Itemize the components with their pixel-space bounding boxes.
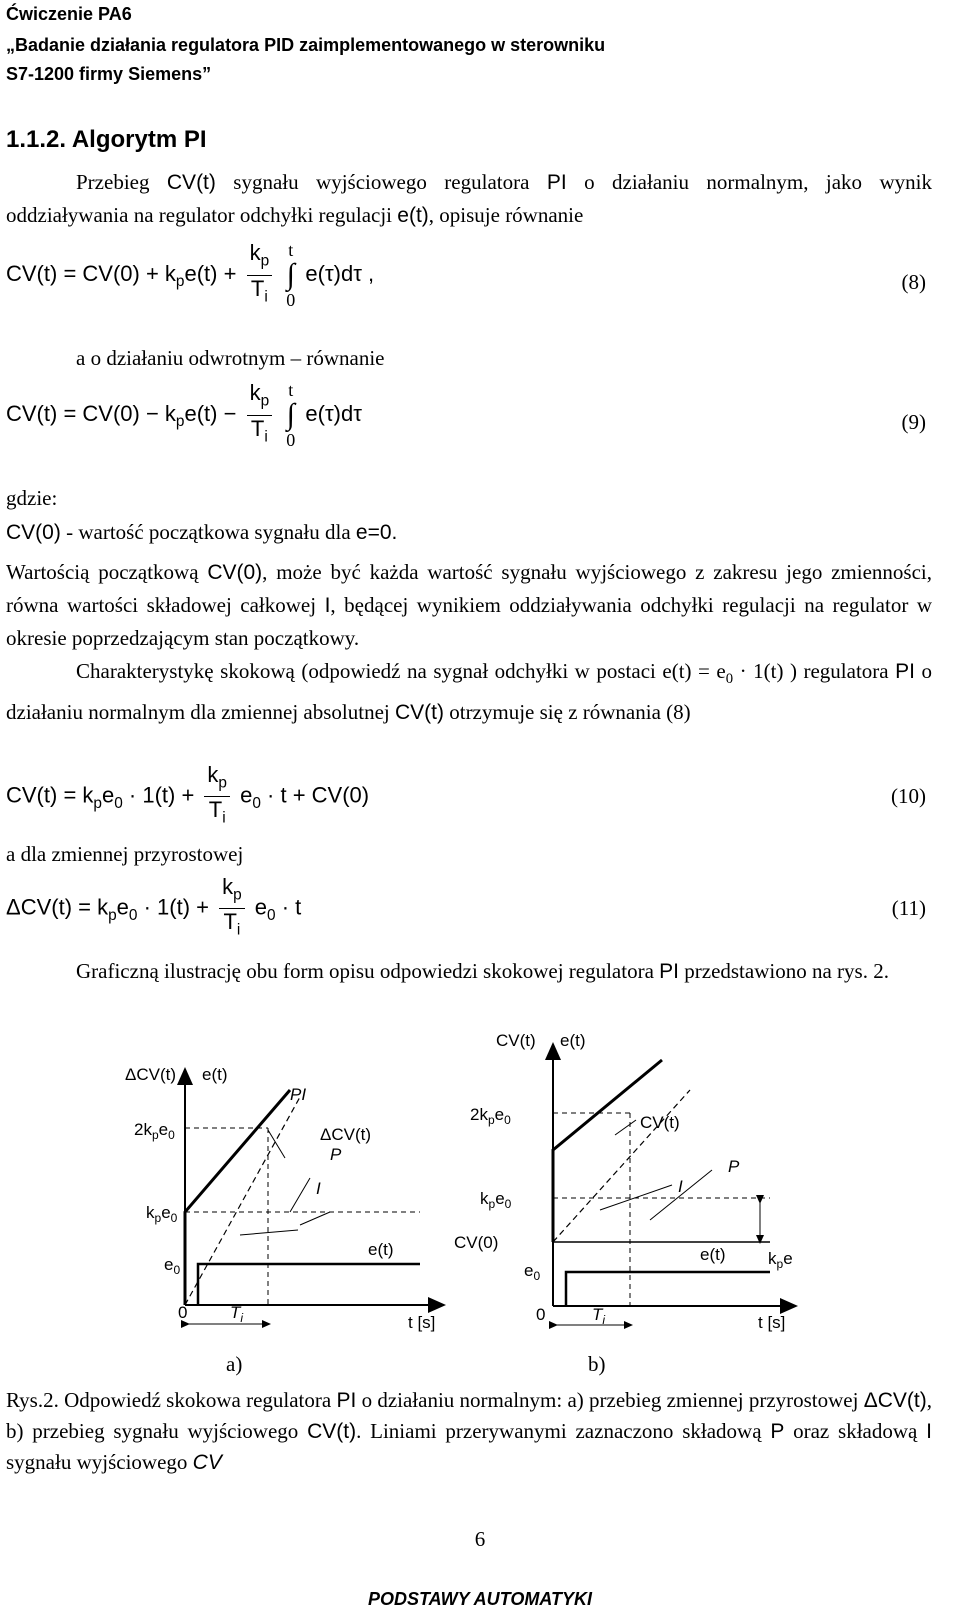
equation-11-number: (11) [891,896,926,920]
paragraph-step-response: Charakterystykę skokową (odpowiedź na sygnał odchyłki w postaci $e(t) = e_0 \cdot 1(t)$ ) regulatora PI o działaniu normalnym dla zmiennej absolutnej CV(t) otrzymuje się z równania (8) [6,659,933,725]
fig-a-pointer-p [240,1230,298,1235]
fig-b-taxis: t [s] [758,1313,786,1332]
fig-a-zero: 0 [178,1303,188,1322]
fig-b-tick-e0: $e_0$ [524,1261,541,1283]
fig-a-label-p: P [330,1145,342,1164]
fig-a-tick-2kpe0: $2k_pe_0$ [134,1120,175,1142]
equation-9: $CV(t) = CV(0) - k_pe(t)$ − $\frac{k_p}{T_i}$ t ∫ 0 e(τ)dτ (9) [6,380,926,450]
fig-b-zero: 0 [536,1305,546,1324]
where-label: gdzie: [6,486,58,510]
fig-a-step-e [198,1264,420,1305]
fig-a-ylab2: e(t) [202,1065,228,1084]
fig-a-label-pi: PI [290,1085,307,1104]
fig-a-ti: $T_i$ [230,1303,244,1325]
cv0-definition: CV(0) - wartość początkowa sygnału dla e=0. [6,520,398,544]
figure-b-absolute-response [450,1020,800,1350]
fig-b-tick-kpe0: $k_pe_0$ [480,1189,512,1211]
equation-11: $\Delta CV(t) = k_pe_0 \cdot 1(t)$ + $\frac{k_p}{T_i}$ $e_0 \cdot t$ (11) [6,874,926,939]
equation-10-number: (10) [891,784,926,808]
fig-b-ti: $T_i$ [592,1305,606,1327]
figure-a-caption: a) [226,1352,243,1376]
paragraph-initial-value: Wartością początkową CV(0), może być każda wartość sygnału wyjściowego z zakresu jego zmienności, równa wartości składowej całkowej I, będącej wynikiem oddziaływania odchyłki regulacji na regulator w okresie poprzedzającym stan początkowy. [6,560,932,650]
fig-a-label-i: I [316,1179,321,1198]
equation-10: $CV(t) = k_pe_0 \cdot 1(t)$ + $\frac{k_p}{T_i}$ $e_0 \cdot t + CV(0)$ (10) [6,762,926,827]
fig-a-tick-e0: $e_0$ [164,1255,181,1277]
fig-a-pointer-dcv [290,1178,310,1212]
page-footer: PODSTAWY AUTOMATYKI [367,1589,592,1609]
fig-b-ylab1: CV(t) [496,1031,536,1050]
fig-b-pointer-cv [615,1120,636,1135]
fig-a-taxis: t [s] [408,1313,436,1332]
section-title: 1.1.2. Algorytm PI [6,126,207,153]
fig-b-label-kp: $k_pe$ [768,1249,793,1271]
header-line-1: Ćwiczenie PA6 [6,4,132,24]
equation-9-number: (9) [901,410,926,434]
fig-a-pi-response [185,1090,290,1305]
reverse-intro: a o działaniu odwrotnym – równanie [76,346,385,370]
page-number: 6 [474,1527,486,1551]
equation-8: $CV(t) = CV(0) + k_pe(t)$ + $\frac{k_p}{T_i}$ t ∫ 0 e(τ)dτ , (8) [6,240,926,310]
fig-b-tick-cv0: CV(0) [454,1233,499,1252]
fig-b-label-et: e(t) [700,1245,726,1264]
figure-a-incremental-response [120,1050,450,1350]
equation-8-number: (8) [901,270,926,294]
fig-a-tick-kpe0: $k_pe_0$ [146,1203,178,1225]
fig-b-ylab2: e(t) [560,1031,586,1050]
fig-b-step-e [566,1272,770,1306]
fig-b-label-i: I [678,1177,683,1196]
fig-b-label-cvt: CV(t) [640,1113,680,1132]
intro-paragraph: Przebieg CV(t) sygnału wyjściowego regulatora PI o działaniu normalnym, jako wynik oddziaływania na regulator odchyłki regulacji e(t), opisuje równanie [6,170,932,227]
fig-b-cv-response [553,1060,662,1242]
fig-a-label-et: e(t) [368,1240,394,1259]
figure-caption: Rys.2. Odpowiedź skokowa regulatora PI o działaniu normalnym: a) przebieg zmiennej przyrostowej ΔCV(t), b) przebieg sygnału wyjściowego CV(t). Liniami przerywanymi zaznaczono składową P oraz składową I sygnału wyjściowego CV [6,1388,932,1474]
fig-a-ylab1: ΔCV(t) [125,1065,177,1084]
fig-b-tick-2kpe0: $2k_pe_0$ [470,1105,511,1127]
header-line-2: „Badanie działania regulatora PID zaimplementowanego w sterowniku [6,35,606,55]
fig-a-pointer-i [300,1212,330,1225]
fig-a-pointer-pi [268,1130,285,1158]
incremental-intro: a dla zmiennej przyrostowej [6,842,244,866]
header-line-3: S7-1200 firmy Siemens” [6,64,212,84]
paragraph-figure-ref: Graficzną ilustrację obu form opisu odpowiedzi skokowej regulatora PI przedstawiono na rys. 2. [76,959,889,983]
figure-b-caption: b) [588,1352,606,1376]
fig-b-label-p: P [728,1157,740,1176]
fig-a-label-dcv: ΔCV(t) [320,1125,372,1144]
